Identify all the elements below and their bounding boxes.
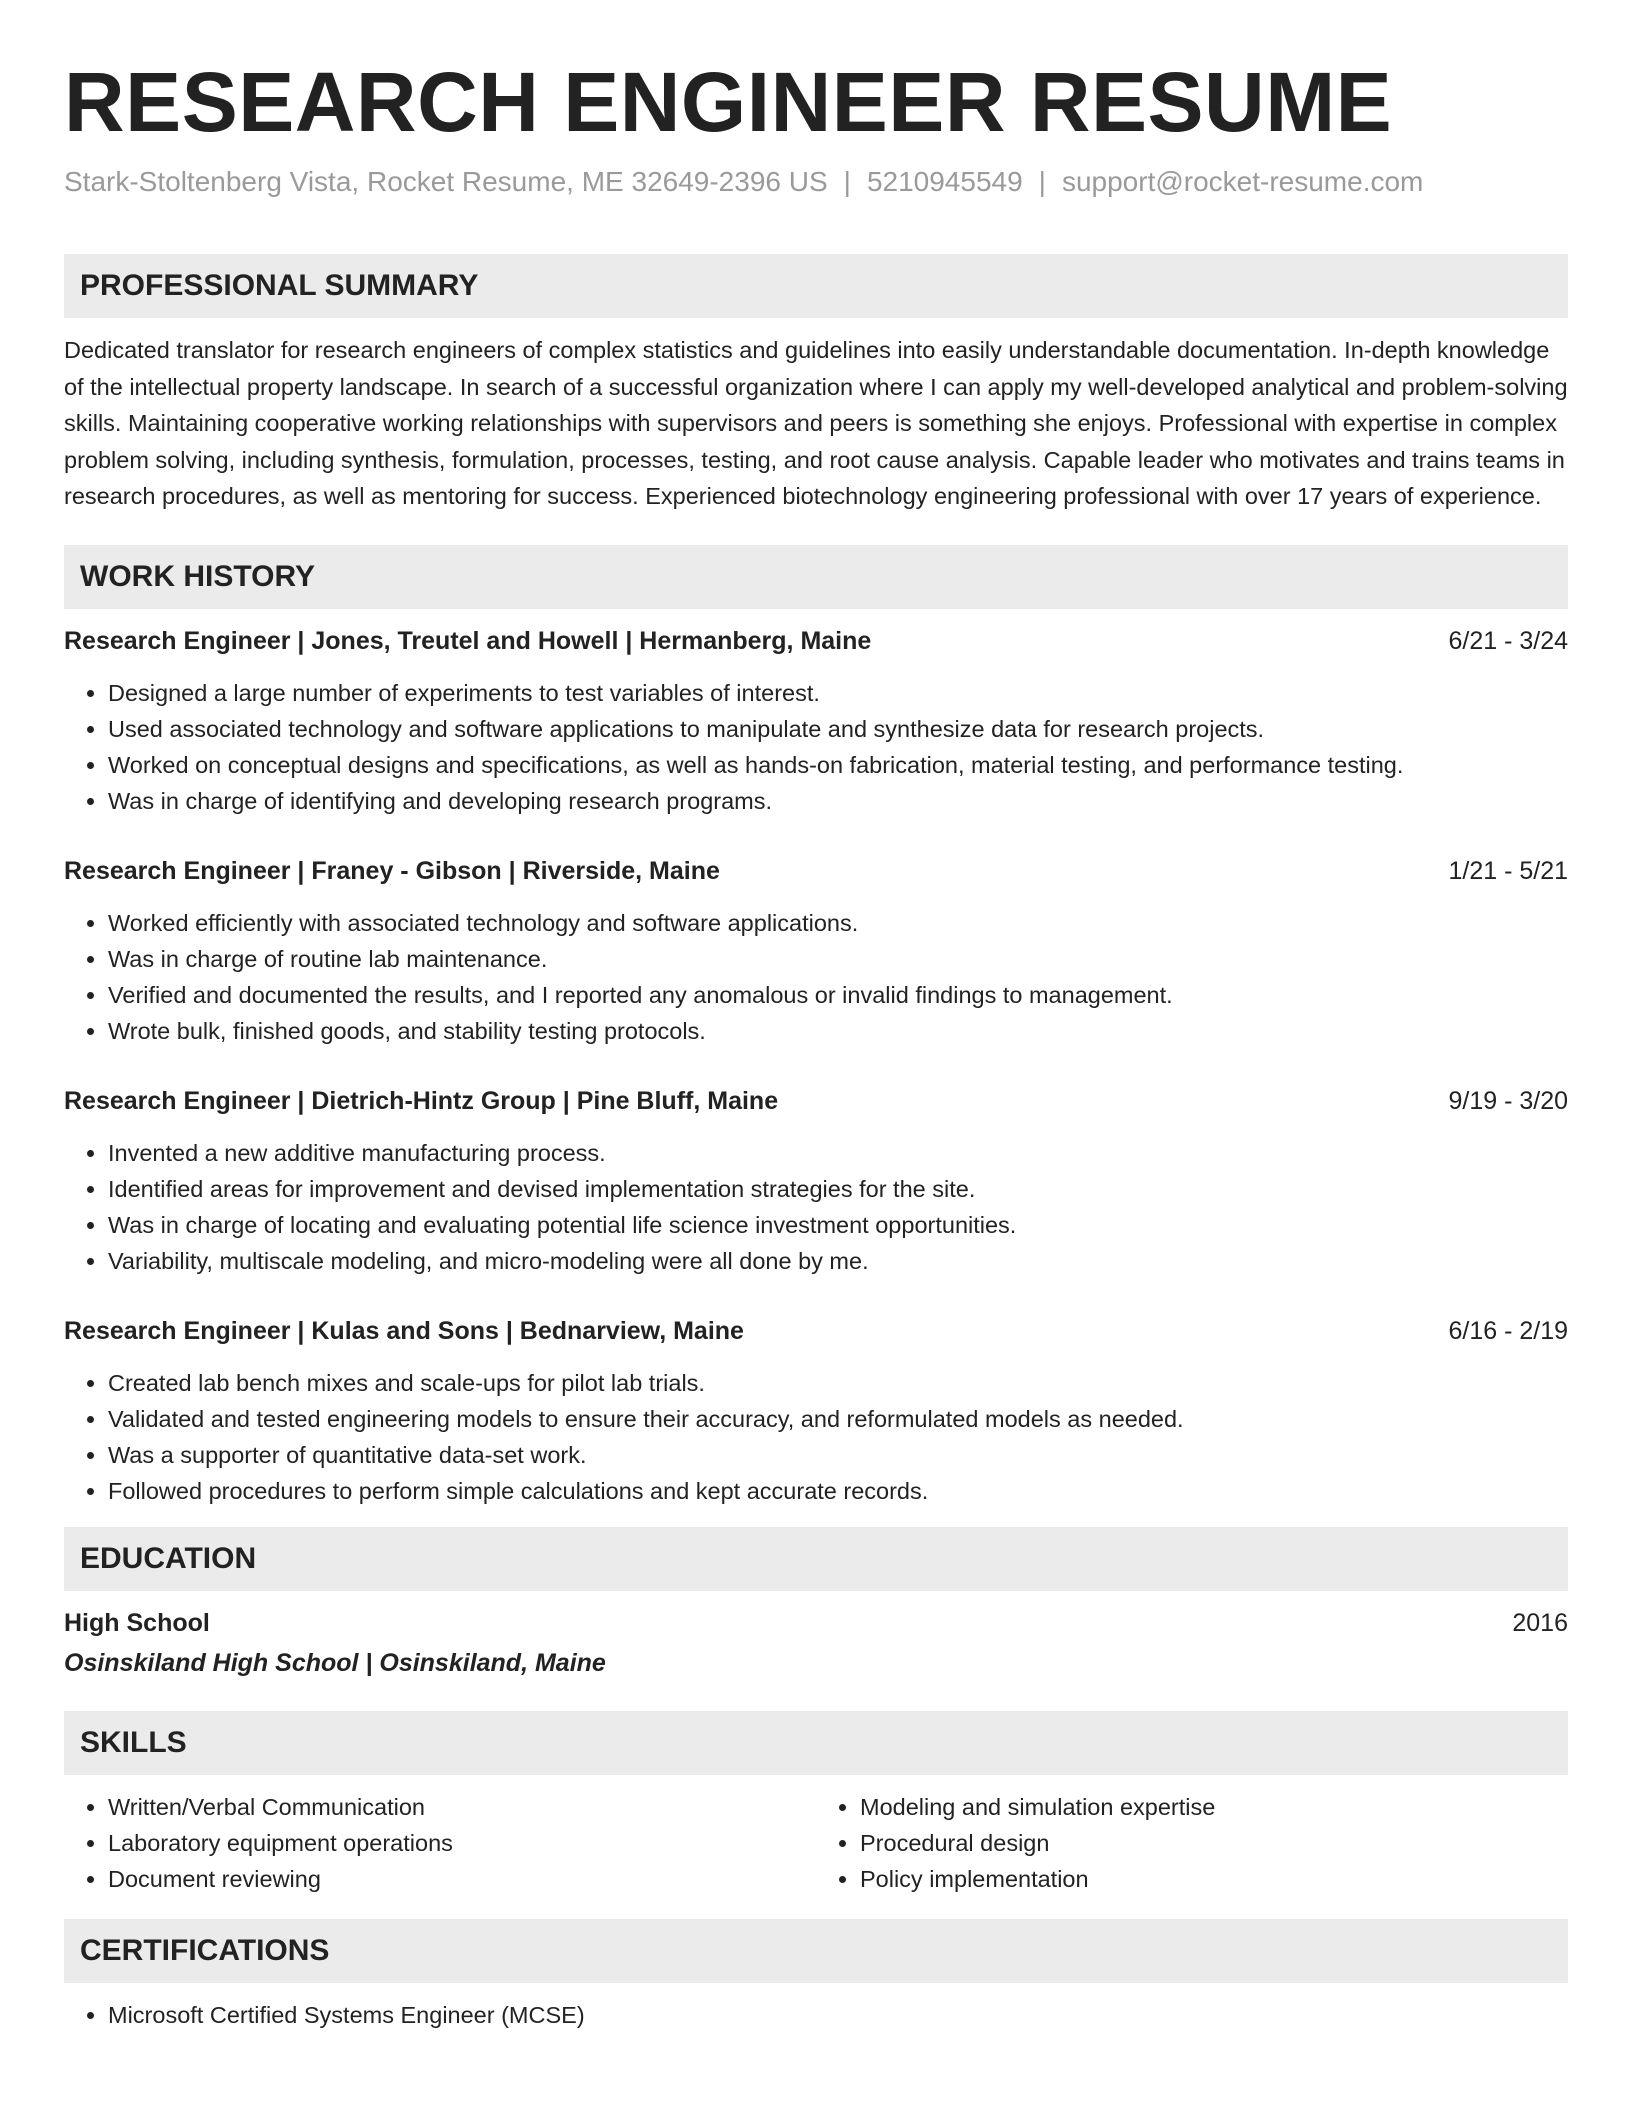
skills-column-right (816, 1789, 1568, 1897)
skills-list (64, 1789, 1568, 1897)
job-entry (64, 623, 1568, 819)
contact-address: Stark-Stoltenberg Vista, Rocket Resume, ME 32649-2396 US (64, 166, 828, 197)
bullet-item: • Was in charge of routine lab maintenance. (108, 941, 1568, 977)
bullet-item: • Validated and tested engineering models to ensure their accuracy, and reformulated models as needed. (108, 1401, 1568, 1437)
section-header-skills: SKILLS (64, 1711, 1568, 1775)
job-heading: Research Engineer | Jones, Treutel and Howell | Hermanberg, Maine (64, 626, 872, 655)
job-bullets (64, 675, 1568, 819)
skill-item: • Procedural design (860, 1825, 1568, 1861)
bullet-item: • Worked on conceptual designs and specifications, as well as hands-on fabrication, material testing, and performance testing. (108, 747, 1568, 783)
bullet-item: • Invented a new additive manufacturing process. (108, 1135, 1568, 1171)
job-header (64, 1313, 1568, 1349)
section-header-education: EDUCATION (64, 1527, 1568, 1591)
bullet-item: • Was a supporter of quantitative data-set work. (108, 1437, 1568, 1473)
job-heading: Research Engineer | Kulas and Sons | Bednarview, Maine (64, 1316, 744, 1345)
job-entry (64, 1313, 1568, 1509)
contact-phone: 5210945549 (866, 166, 1023, 197)
bullet-item: • Verified and documented the results, and I reported any anomalous or invalid findings to management. (108, 977, 1568, 1013)
education-entry (64, 1605, 1568, 1681)
bullet-item: • Designed a large number of experiments to test variables of interest. (108, 675, 1568, 711)
contact-line (64, 164, 1568, 200)
bullet-item: • Variability, multiscale modeling, and micro-modeling were all done by me. (108, 1243, 1568, 1279)
section-header-certifications: CERTIFICATIONS (64, 1919, 1568, 1983)
job-dates: 6/21 - 3/24 (1448, 626, 1568, 655)
resume-title: RESEARCH ENGINEER RESUME (64, 55, 1393, 149)
job-entry (64, 853, 1568, 1049)
job-heading: Research Engineer | Dietrich-Hintz Group | Pine Bluff, Maine (64, 1086, 779, 1115)
contact-separator: | (1038, 166, 1046, 197)
skill-item: • Policy implementation (860, 1861, 1568, 1897)
skill-item: • Written/Verbal Communication (108, 1789, 816, 1825)
bullet-item: • Was in charge of identifying and developing research programs. (108, 783, 1568, 819)
skill-item: • Laboratory equipment operations (108, 1825, 816, 1861)
contact-email: support@rocket-resume.com (1061, 166, 1424, 197)
bullet-item: • Was in charge of locating and evaluating potential life science investment opportunities. (108, 1207, 1568, 1243)
bullet-item: • Used associated technology and software applications to manipulate and synthesize data for research projects. (108, 711, 1568, 747)
job-bullets (64, 1135, 1568, 1279)
education-school: Osinskiland High School | Osinskiland, Maine (64, 1648, 606, 1677)
contact-separator: | (843, 166, 851, 197)
section-header-summary: PROFESSIONAL SUMMARY (64, 254, 1568, 318)
bullet-item: • Followed procedures to perform simple calculations and kept accurate records. (108, 1473, 1568, 1509)
job-header (64, 853, 1568, 889)
summary-text: Dedicated translator for research engineers of complex statistics and guidelines into easily understandable documentation. In-depth knowledge of the intellectual property landscape. In search of a successful organization where I can apply my well-developed analytical and problem-solving skills. Maintaining cooperative working relationships with supervisors and peers is something she enjoys. Professional with expertise in complex problem solving, including synthesis, formulation, processes, testing, and root cause analysis. Capable leader who motivates and trains teams in research procedures, as well as mentoring for success. Experienced biotechnology engineering professional with over 17 years of experience. (64, 337, 1568, 509)
education-year: 2016 (1512, 1608, 1568, 1637)
bullet-item: • Created lab bench mixes and scale-ups for pilot lab trials. (108, 1365, 1568, 1401)
skill-item: • Document reviewing (108, 1861, 816, 1897)
skills-column-left (64, 1789, 816, 1897)
bullet-item: • Identified areas for improvement and devised implementation strategies for the site. (108, 1171, 1568, 1207)
certification-item: • Microsoft Certified Systems Engineer (MCSE) (108, 1997, 1568, 2033)
job-bullets (64, 905, 1568, 1049)
job-dates: 6/16 - 2/19 (1448, 1316, 1568, 1345)
job-dates: 9/19 - 3/20 (1448, 1086, 1568, 1115)
job-heading: Research Engineer | Franey - Gibson | Riverside, Maine (64, 856, 720, 885)
section-header-work-history: WORK HISTORY (64, 545, 1568, 609)
job-header (64, 1083, 1568, 1119)
job-bullets (64, 1365, 1568, 1509)
bullet-item: • Worked efficiently with associated technology and software applications. (108, 905, 1568, 941)
bullet-item: • Wrote bulk, finished goods, and stability testing protocols. (108, 1013, 1568, 1049)
job-entry (64, 1083, 1568, 1279)
job-header (64, 623, 1568, 659)
education-header (64, 1605, 1568, 1641)
job-dates: 1/21 - 5/21 (1448, 856, 1568, 885)
education-degree: High School (64, 1608, 210, 1637)
certifications-list (64, 1997, 1568, 2033)
skill-item: • Modeling and simulation expertise (860, 1789, 1568, 1825)
